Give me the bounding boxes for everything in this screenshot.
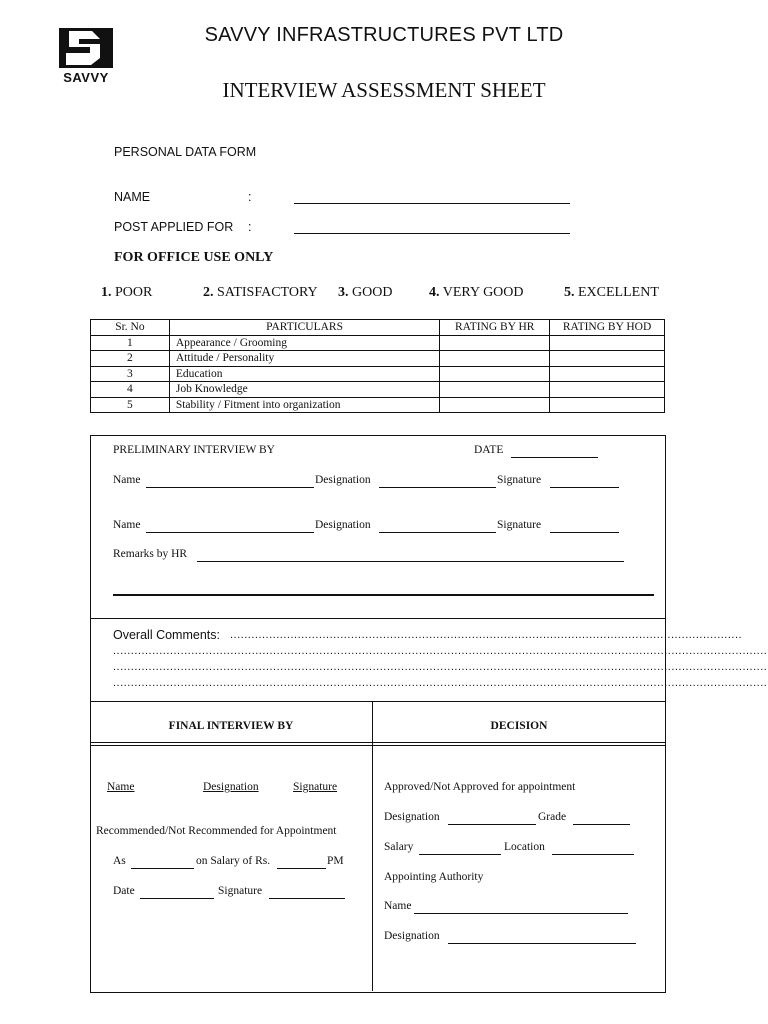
- rating-hr-cell[interactable]: [440, 366, 550, 382]
- final-col-signature: Signature: [293, 781, 338, 793]
- final-col-name: Name: [107, 781, 135, 793]
- table-row: [91, 382, 665, 398]
- name-field[interactable]: [294, 203, 570, 204]
- rating-table: [90, 319, 665, 413]
- scale-label: SATISFACTORY: [217, 285, 318, 300]
- final-signature-field[interactable]: [269, 898, 345, 899]
- overall-comments-field-2[interactable]: ........................................................................................................................................................................................: [113, 645, 768, 657]
- salary-field[interactable]: [419, 854, 501, 855]
- prelim-signature-field-1[interactable]: [550, 487, 619, 488]
- prelim-signature-label-1: Signature: [497, 474, 542, 486]
- decision-designation-label: Designation: [384, 811, 440, 823]
- table-row: [91, 397, 665, 413]
- particular-cell: Attitude / Personality: [169, 351, 439, 367]
- post-label: POST APPLIED FOR: [114, 220, 234, 234]
- as-field[interactable]: [131, 868, 194, 869]
- divider: [90, 618, 666, 619]
- header-particulars: PARTICULARS: [169, 320, 439, 336]
- decision-name-label: Name: [384, 900, 412, 912]
- approved-label: Approved/Not Approved for appointment: [384, 781, 576, 793]
- grade-field[interactable]: [573, 824, 630, 825]
- recommended-label: Recommended/Not Recommended for Appointment: [96, 825, 337, 837]
- prelim-designation-field-2[interactable]: [379, 532, 496, 533]
- scale-item: [338, 285, 392, 301]
- decision-name-field[interactable]: [414, 913, 628, 914]
- decision-designation-field[interactable]: [448, 824, 536, 825]
- scale-num: 3.: [338, 285, 349, 300]
- scale-label: EXCELLENT: [578, 285, 659, 300]
- name-label: NAME: [114, 190, 151, 204]
- prelim-designation-label-2: Designation: [315, 519, 371, 531]
- rating-hr-cell[interactable]: [440, 382, 550, 398]
- office-use-heading: FOR OFFICE USE ONLY: [114, 250, 274, 265]
- particular-cell: Appearance / Grooming: [169, 335, 439, 351]
- salary-rs-field[interactable]: [277, 868, 326, 869]
- rating-hod-cell[interactable]: [550, 366, 665, 382]
- salary-label: Salary: [384, 841, 414, 853]
- logo-text: SAVVY: [63, 70, 109, 85]
- decision-designation2-field[interactable]: [448, 943, 636, 944]
- rating-hr-cell[interactable]: [440, 351, 550, 367]
- rating-hr-cell[interactable]: [440, 335, 550, 351]
- company-name: SAVVY INFRASTRUCTURES PVT LTD: [204, 24, 564, 46]
- scale-label: GOOD: [352, 285, 393, 300]
- rating-hr-cell[interactable]: [440, 397, 550, 413]
- overall-comments-field-4[interactable]: ........................................................................................................................................................................................: [113, 677, 768, 689]
- remarks-field-line-2[interactable]: [113, 594, 654, 596]
- sr-cell: 2: [91, 351, 170, 367]
- prelim-name-label-2: Name: [113, 519, 141, 531]
- decision-designation2-label: Designation: [384, 930, 440, 942]
- prelim-date-field[interactable]: [511, 457, 598, 458]
- final-date-label: Date: [113, 885, 135, 897]
- prelim-designation-label-1: Designation: [315, 474, 371, 486]
- post-field[interactable]: [294, 233, 570, 234]
- rating-hod-cell[interactable]: [550, 351, 665, 367]
- prelim-name-label-1: Name: [113, 474, 141, 486]
- header-rating-hod: RATING BY HOD: [550, 320, 665, 336]
- prelim-signature-field-2[interactable]: [550, 532, 619, 533]
- final-signature-label: Signature: [218, 885, 263, 897]
- scale-item: [564, 285, 659, 301]
- rating-hod-cell[interactable]: [550, 397, 665, 413]
- particular-cell: Job Knowledge: [169, 382, 439, 398]
- scale-item: [203, 285, 318, 301]
- header-rating-hr: RATING BY HR: [440, 320, 550, 336]
- sr-cell: 4: [91, 382, 170, 398]
- table-row: [91, 351, 665, 367]
- particular-cell: Stability / Fitment into organization: [169, 397, 439, 413]
- prelim-name-field-2[interactable]: [146, 532, 314, 533]
- assessment-box: [90, 435, 768, 993]
- scale-num: 5.: [564, 285, 575, 300]
- sr-cell: 3: [91, 366, 170, 382]
- scale-num: 4.: [429, 285, 440, 300]
- location-label: Location: [504, 841, 545, 853]
- particular-cell: Education: [169, 366, 439, 382]
- final-interview-title: FINAL INTERVIEW BY: [168, 720, 294, 732]
- divider: [90, 701, 666, 702]
- grade-label: Grade: [538, 811, 567, 823]
- divider: [90, 742, 666, 743]
- table-row: [91, 366, 665, 382]
- sr-cell: 1: [91, 335, 170, 351]
- pm-label: PM: [327, 855, 344, 867]
- final-date-field[interactable]: [140, 898, 214, 899]
- prelim-designation-field-1[interactable]: [379, 487, 496, 488]
- sheet-title: INTERVIEW ASSESSMENT SHEET: [222, 78, 546, 102]
- final-col-designation: Designation: [203, 781, 259, 793]
- overall-comments-label: Overall Comments:: [113, 628, 220, 642]
- prelim-date-label: DATE: [474, 444, 504, 456]
- header-sr: Sr. No: [91, 320, 170, 336]
- scale-num: 2.: [203, 285, 214, 300]
- prelim-signature-label-2: Signature: [497, 519, 542, 531]
- sr-cell: 5: [91, 397, 170, 413]
- overall-comments-field-3[interactable]: ........................................................................................................................................................................................: [113, 661, 768, 673]
- rating-hod-cell[interactable]: [550, 335, 665, 351]
- preliminary-title: PRELIMINARY INTERVIEW BY: [113, 444, 275, 456]
- personal-data-label: PERSONAL DATA FORM: [114, 145, 257, 159]
- scale-label: POOR: [115, 285, 153, 300]
- post-colon: :: [248, 220, 252, 234]
- scale-num: 1.: [101, 285, 112, 300]
- name-colon: :: [248, 190, 252, 204]
- decision-title: DECISION: [490, 720, 548, 732]
- table-row: [91, 335, 665, 351]
- appointing-authority-label: Appointing Authority: [384, 871, 484, 883]
- salary-rs-label: on Salary of Rs.: [196, 855, 271, 867]
- rating-hod-cell[interactable]: [550, 382, 665, 398]
- scale-label: VERY GOOD: [442, 285, 524, 300]
- prelim-name-field-1[interactable]: [146, 487, 314, 488]
- table-header-row: [91, 320, 665, 336]
- as-label: As: [113, 855, 126, 867]
- location-field[interactable]: [552, 854, 634, 855]
- remarks-field[interactable]: [197, 561, 624, 562]
- divider: [90, 745, 666, 746]
- overall-comments-field-1[interactable]: ................................................................................................................................................: [230, 629, 743, 641]
- scale-item: [429, 285, 524, 301]
- scale-item: [101, 285, 152, 301]
- remarks-label: Remarks by HR: [113, 548, 188, 560]
